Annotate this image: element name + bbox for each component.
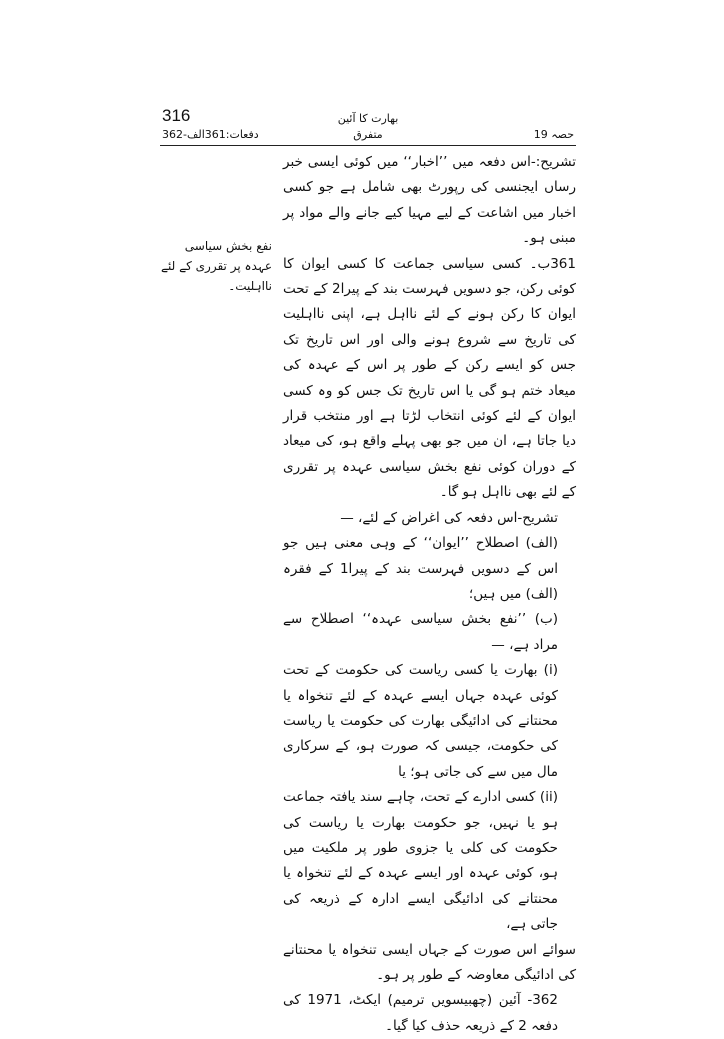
proviso: سوائے اس صورت کے جہاں ایسی تنخواہ یا محنتانے کی ادائیگی معاوضہ کے طور پر ہو۔ — [283, 941, 576, 983]
article-362: 362- آئین (چھبیسویں ترمیم) ایکٹ، 1971 کی دفعہ 2 کے ذریعہ حذف کیا گیا۔ — [283, 992, 558, 1034]
header-divider — [160, 145, 576, 146]
part-label: حصہ 19 — [533, 128, 574, 141]
margin-note: نفع بخش سیاسی عہدہ پر تقرری کے لئے نااہلیت۔ — [160, 239, 272, 293]
sub-clause-ii: (ii) کسی ادارے کے تحت، چاہے سند یافتہ جماعت ہو یا نہیں، جو حکومت بھارت یا ریاست کی حکومت کی کلی یا جزوی طور پر ملکیت میں ہو، کوئی عہدہ اور ایسے عہدہ کے لئے تنخواہ یا محنتانے کی ادائیگی ایسے ادارہ کے ذریعہ کی جاتی ہے، — [283, 789, 558, 933]
clause-b: (ب) ’’نفع بخش سیاسی عہدہ‘‘ اصطلاح سے مراد ہے، — — [283, 611, 558, 653]
clause-a: (الف) اصطلاح ’’ایوان‘‘ کے وہی معنی ہیں جو اس کے دسویں فہرست بند کے پیرا1 کے فقرہ (الف) میں ہیں؛ — [283, 535, 559, 602]
explanation-paragraph: تشریح:-اس دفعہ میں ’’اخبار‘‘ میں کوئی ایسی خبر رساں ایجنسی کی رپورٹ بھی شامل ہے جو کسی اخبار میں اشاعت کے لیے مہیا کیے جانے والے مواد پر مبنی ہو۔ — [283, 154, 576, 247]
explanation-heading: تشریح-اس دفعہ کی اغراض کے لئے، — — [340, 509, 558, 526]
sub-clause-i: (i) بھارت یا کسی ریاست کی حکومت کے تحت کوئی عہدہ جہاں ایسے عہدہ کے لئے تنخواہ یا محنتانے کی ادائیگی بھارت کی حکومت یا ریاست کی حکومت، جیسی کہ صورت ہو، کے سرکاری مال میں سے کی جاتی ہو؛ یا — [283, 662, 558, 780]
article-range: دفعات:361الف-362 — [162, 128, 259, 141]
page-number: 316 — [162, 106, 191, 125]
article-361b: 361ب۔ کسی سیاسی جماعت کا کسی ایوان کا کوئی رکن، جو دسویں فہرست بند کے پیرا2 کے تحت ایوان کا رکن ہونے کے لئے نااہل ہے، اپنی نااہلیت کی تاریخ سے شروع ہونے والی اور اس تاریخ تک جس کو ایسے رکن کے طور پر اس کے عہدہ کی میعاد ختم ہو گی یا اس تاریخ تک جس کو وہ کسی ایوان کے لئے کوئی انتخاب لڑتا ہے اور منتخب قرار دیا جاتا ہے، ان میں جو بھی پہلے واقع ہو، کی میعاد کے دوران کوئی نفع بخش سیاسی عہدہ پر تقرری کے لئے بھی نااہل ہو گا۔ — [283, 255, 576, 501]
main-text — [283, 150, 576, 1039]
running-subtitle: متفرق — [353, 128, 383, 141]
running-title: بھارت کا آئین — [337, 112, 399, 125]
